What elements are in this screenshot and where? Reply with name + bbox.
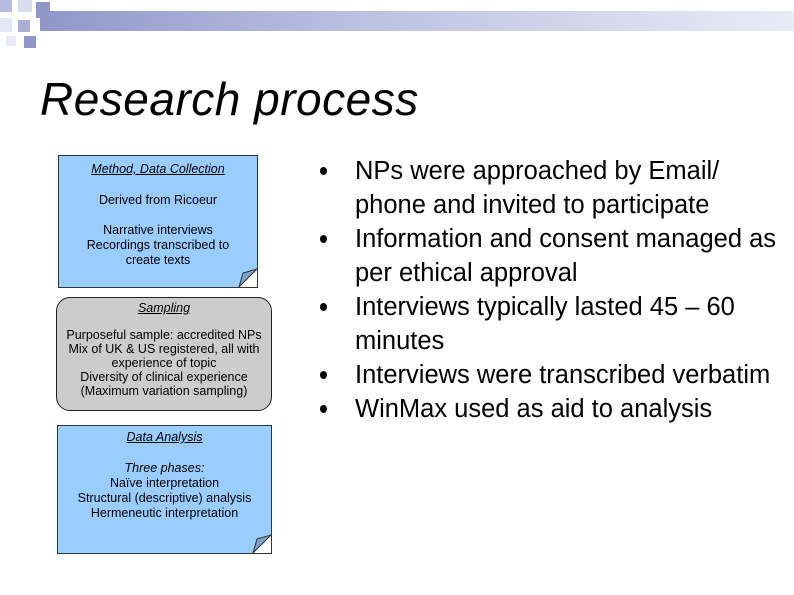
analysis-heading: Data Analysis <box>126 430 203 444</box>
sampling-line: Purposeful sample: accredited NPs <box>66 328 262 342</box>
deco-square <box>6 36 16 46</box>
header-bar <box>40 11 794 31</box>
analysis-box <box>57 425 272 554</box>
deco-square <box>18 20 30 32</box>
bullet-dot-icon <box>320 371 327 379</box>
method-box <box>58 155 258 288</box>
method-heading: Method, Data Collection <box>91 162 225 176</box>
method-line: Narrative interviews <box>103 223 213 237</box>
sampling-box <box>56 297 272 411</box>
bullet-text: WinMax used as aid to analysis <box>355 395 713 423</box>
bullet-text: NPs were approached by Email/ phone and invited to participate <box>355 157 720 219</box>
analysis-line: Hermeneutic interpretation <box>90 506 239 520</box>
bullet-item <box>320 392 780 426</box>
bullet-dot-icon <box>320 235 327 243</box>
sampling-line: Diversity of clinical experience <box>80 370 248 384</box>
bullet-dot-icon <box>320 405 327 413</box>
analysis-line: Three phases: <box>124 461 205 475</box>
bullet-item <box>320 154 780 222</box>
deco-square <box>0 18 12 32</box>
page-fold-icon <box>249 531 271 553</box>
deco-square <box>24 36 36 48</box>
analysis-line: Structural (descriptive) analysis <box>77 491 252 505</box>
bullet-text: Interviews typically lasted 45 – 60 minutes <box>355 293 735 355</box>
deco-square <box>18 0 32 12</box>
bullet-item <box>320 222 780 290</box>
sampling-line: experience of topic <box>111 356 217 370</box>
bullet-text: Interviews were transcribed verbatim <box>355 361 771 389</box>
method-line: create texts <box>125 253 191 267</box>
sampling-line: Mix of UK & US registered, all with <box>68 342 260 356</box>
method-line: Recordings transcribed to <box>86 238 230 252</box>
bullet-dot-icon <box>320 167 327 175</box>
sampling-heading: Sampling <box>137 301 191 315</box>
sampling-line: (Maximum variation sampling) <box>80 384 248 398</box>
page-fold-icon <box>235 265 257 287</box>
bullet-item <box>320 358 780 392</box>
slide-title: Research process <box>40 73 419 125</box>
deco-square <box>0 0 12 12</box>
bullet-dot-icon <box>320 303 327 311</box>
bullet-text: Information and consent managed as per ethical approval <box>355 225 777 287</box>
analysis-line: Naïve interpretation <box>109 476 220 490</box>
bullet-item <box>320 290 780 358</box>
method-line: Derived from Ricoeur <box>98 193 218 207</box>
bullet-list <box>320 154 780 426</box>
